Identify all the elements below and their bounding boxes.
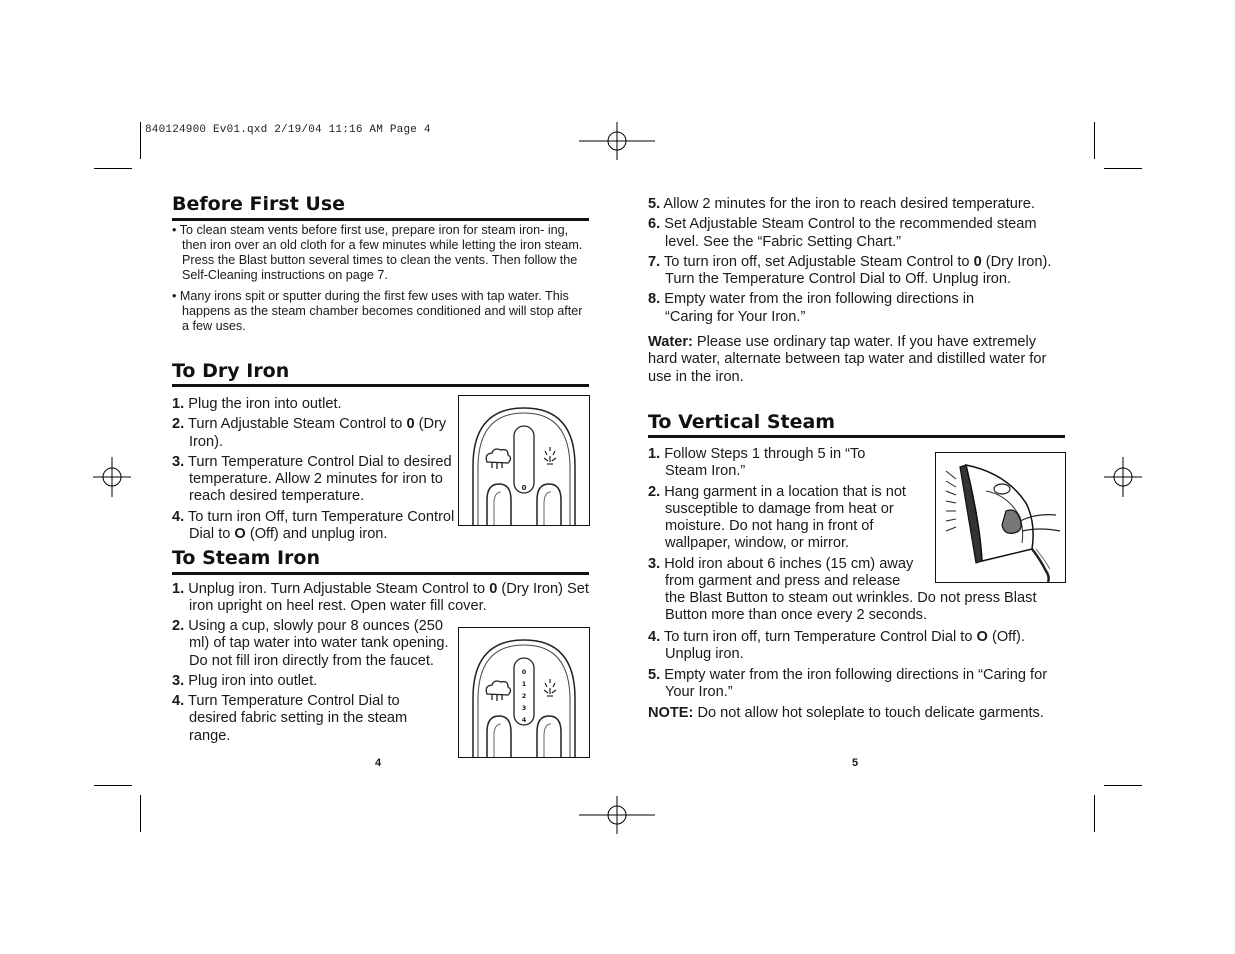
list-item: 7. To turn iron off, set Adjustable Steam Control to 0 (Dry Iron). Turn the Temperature Control Dial to Off. Unplug iron. [648, 253, 1052, 288]
list-item: 2. Using a cup, slowly pour 8 ounces (250 ml) of tap water into water tank opening. Do not fill iron directly from the faucet. [172, 618, 449, 669]
steam-iron-step1 [172, 581, 592, 619]
list-item: 3. Turn Temperature Control Dial to desired temperature. Allow 2 minutes for iron to reach desired temperature. [172, 453, 452, 505]
steam-cloud-icon [486, 449, 510, 469]
scale-label: 4 [521, 716, 527, 724]
registration-mark-bottom [579, 796, 655, 836]
steam-iron-steps [172, 618, 452, 748]
list-item: 1. Unplug iron. Turn Adjustable Steam Control to 0 (Dry Iron) Set iron upright on heel rest. Open water fill cover. [172, 581, 589, 615]
delicate-garment-note: NOTE: Do not allow hot soleplate to touch delicate garments. [648, 705, 1044, 721]
steam-iron-heading: To Steam Iron [172, 547, 321, 569]
list-item: 4. To turn iron off, turn Temperature Control Dial to O (Off). Unplug iron. [648, 629, 1025, 663]
vertical-steam-steps [648, 446, 926, 593]
heading-rule [648, 435, 1065, 438]
registration-mark-right [1104, 457, 1144, 497]
page-number-left: 4 [375, 757, 382, 769]
list-item: 5. Allow 2 minutes for the iron to reach desired temperature. [648, 196, 1035, 212]
bullet-item: • To clean steam vents before first use, prepare iron for steam iron- ing, then iron over an old cloth for a few minutes while letting the iron steam. Press the Blast button several times to clean the vents. Then follow the Self-Cleaning instructions on page 7. [172, 223, 583, 282]
list-item: 1. Plug the iron into outlet. [172, 396, 342, 412]
list-item: 8. Empty water from the iron following directions in “Caring for Your Iron.” [648, 291, 975, 325]
before-first-use-heading: Before First Use [172, 193, 346, 215]
scale-label: 3 [521, 704, 527, 712]
steam-cloud-icon [486, 681, 510, 701]
list-item: 3. Plug iron into outlet. [172, 672, 318, 689]
heading-rule [172, 218, 589, 221]
dry-iron-steps [172, 396, 455, 546]
list-item: 6. Set Adjustable Steam Control to the recommended steam level. See the “Fabric Setting Chart.” [648, 216, 1037, 250]
registration-mark-left [93, 457, 133, 497]
scale-label: 0 [521, 668, 527, 676]
water-note: Water: Please use ordinary tap water. If you have extremely hard water, alternate between tap water and distilled water for use in the iron. [648, 334, 1047, 385]
dry-iron-heading: To Dry Iron [172, 360, 290, 382]
list-item: 4. To turn iron Off, turn Temperature Control Dial to O (Off) and unplug iron. [172, 508, 455, 543]
heading-rule [172, 572, 589, 575]
bullet-item: • Many irons spit or sputter during the first few uses with tap water. This happens as the steam chamber becomes conditioned and will stop after a few uses. [172, 289, 583, 333]
blast-spray-icon [544, 679, 556, 696]
scale-label: 0 [521, 484, 527, 492]
steam-iron-control-figure [458, 627, 590, 758]
steam-iron-steps-continued [648, 196, 1073, 329]
file-slug: 840124900 Ev01.qxd 2/19/04 11:16 AM Page 4 [145, 124, 431, 136]
registration-mark-top [579, 122, 655, 162]
scale-label: 2 [521, 692, 527, 700]
scale-label: 1 [521, 680, 527, 688]
list-item: 2. Hang garment in a location that is not susceptible to damage from heat or moisture. Do not hang in front of wallpaper, window, or mirror. [648, 483, 906, 552]
dry-iron-control-figure [458, 395, 590, 526]
list-item: 5. Empty water from the iron following directions in “Caring for Your Iron.” [648, 666, 1048, 700]
list-item: 2. Turn Adjustable Steam Control to 0 (Dry Iron). [172, 416, 447, 450]
heading-rule [172, 384, 589, 387]
before-first-use-bullets [172, 223, 590, 340]
vertical-steam-step3-continued: the Blast Button to steam out wrinkles. Do not press Blast Button more than once every 2 seconds. [665, 590, 1037, 624]
list-item: 4. Turn Temperature Control Dial to desired fabric setting in the steam range. [172, 693, 408, 744]
blast-spray-icon [544, 447, 556, 464]
vertical-steam-steps-end [648, 629, 1068, 704]
vertical-steam-figure [935, 452, 1066, 583]
page-number-right: 5 [852, 757, 859, 769]
list-item: 1. Follow Steps 1 through 5 in “To Steam Iron.” [648, 446, 866, 480]
list-item: 3. Hold iron about 6 inches (15 cm) away from garment and press and release [648, 555, 914, 590]
vertical-steam-heading: To Vertical Steam [648, 411, 836, 433]
